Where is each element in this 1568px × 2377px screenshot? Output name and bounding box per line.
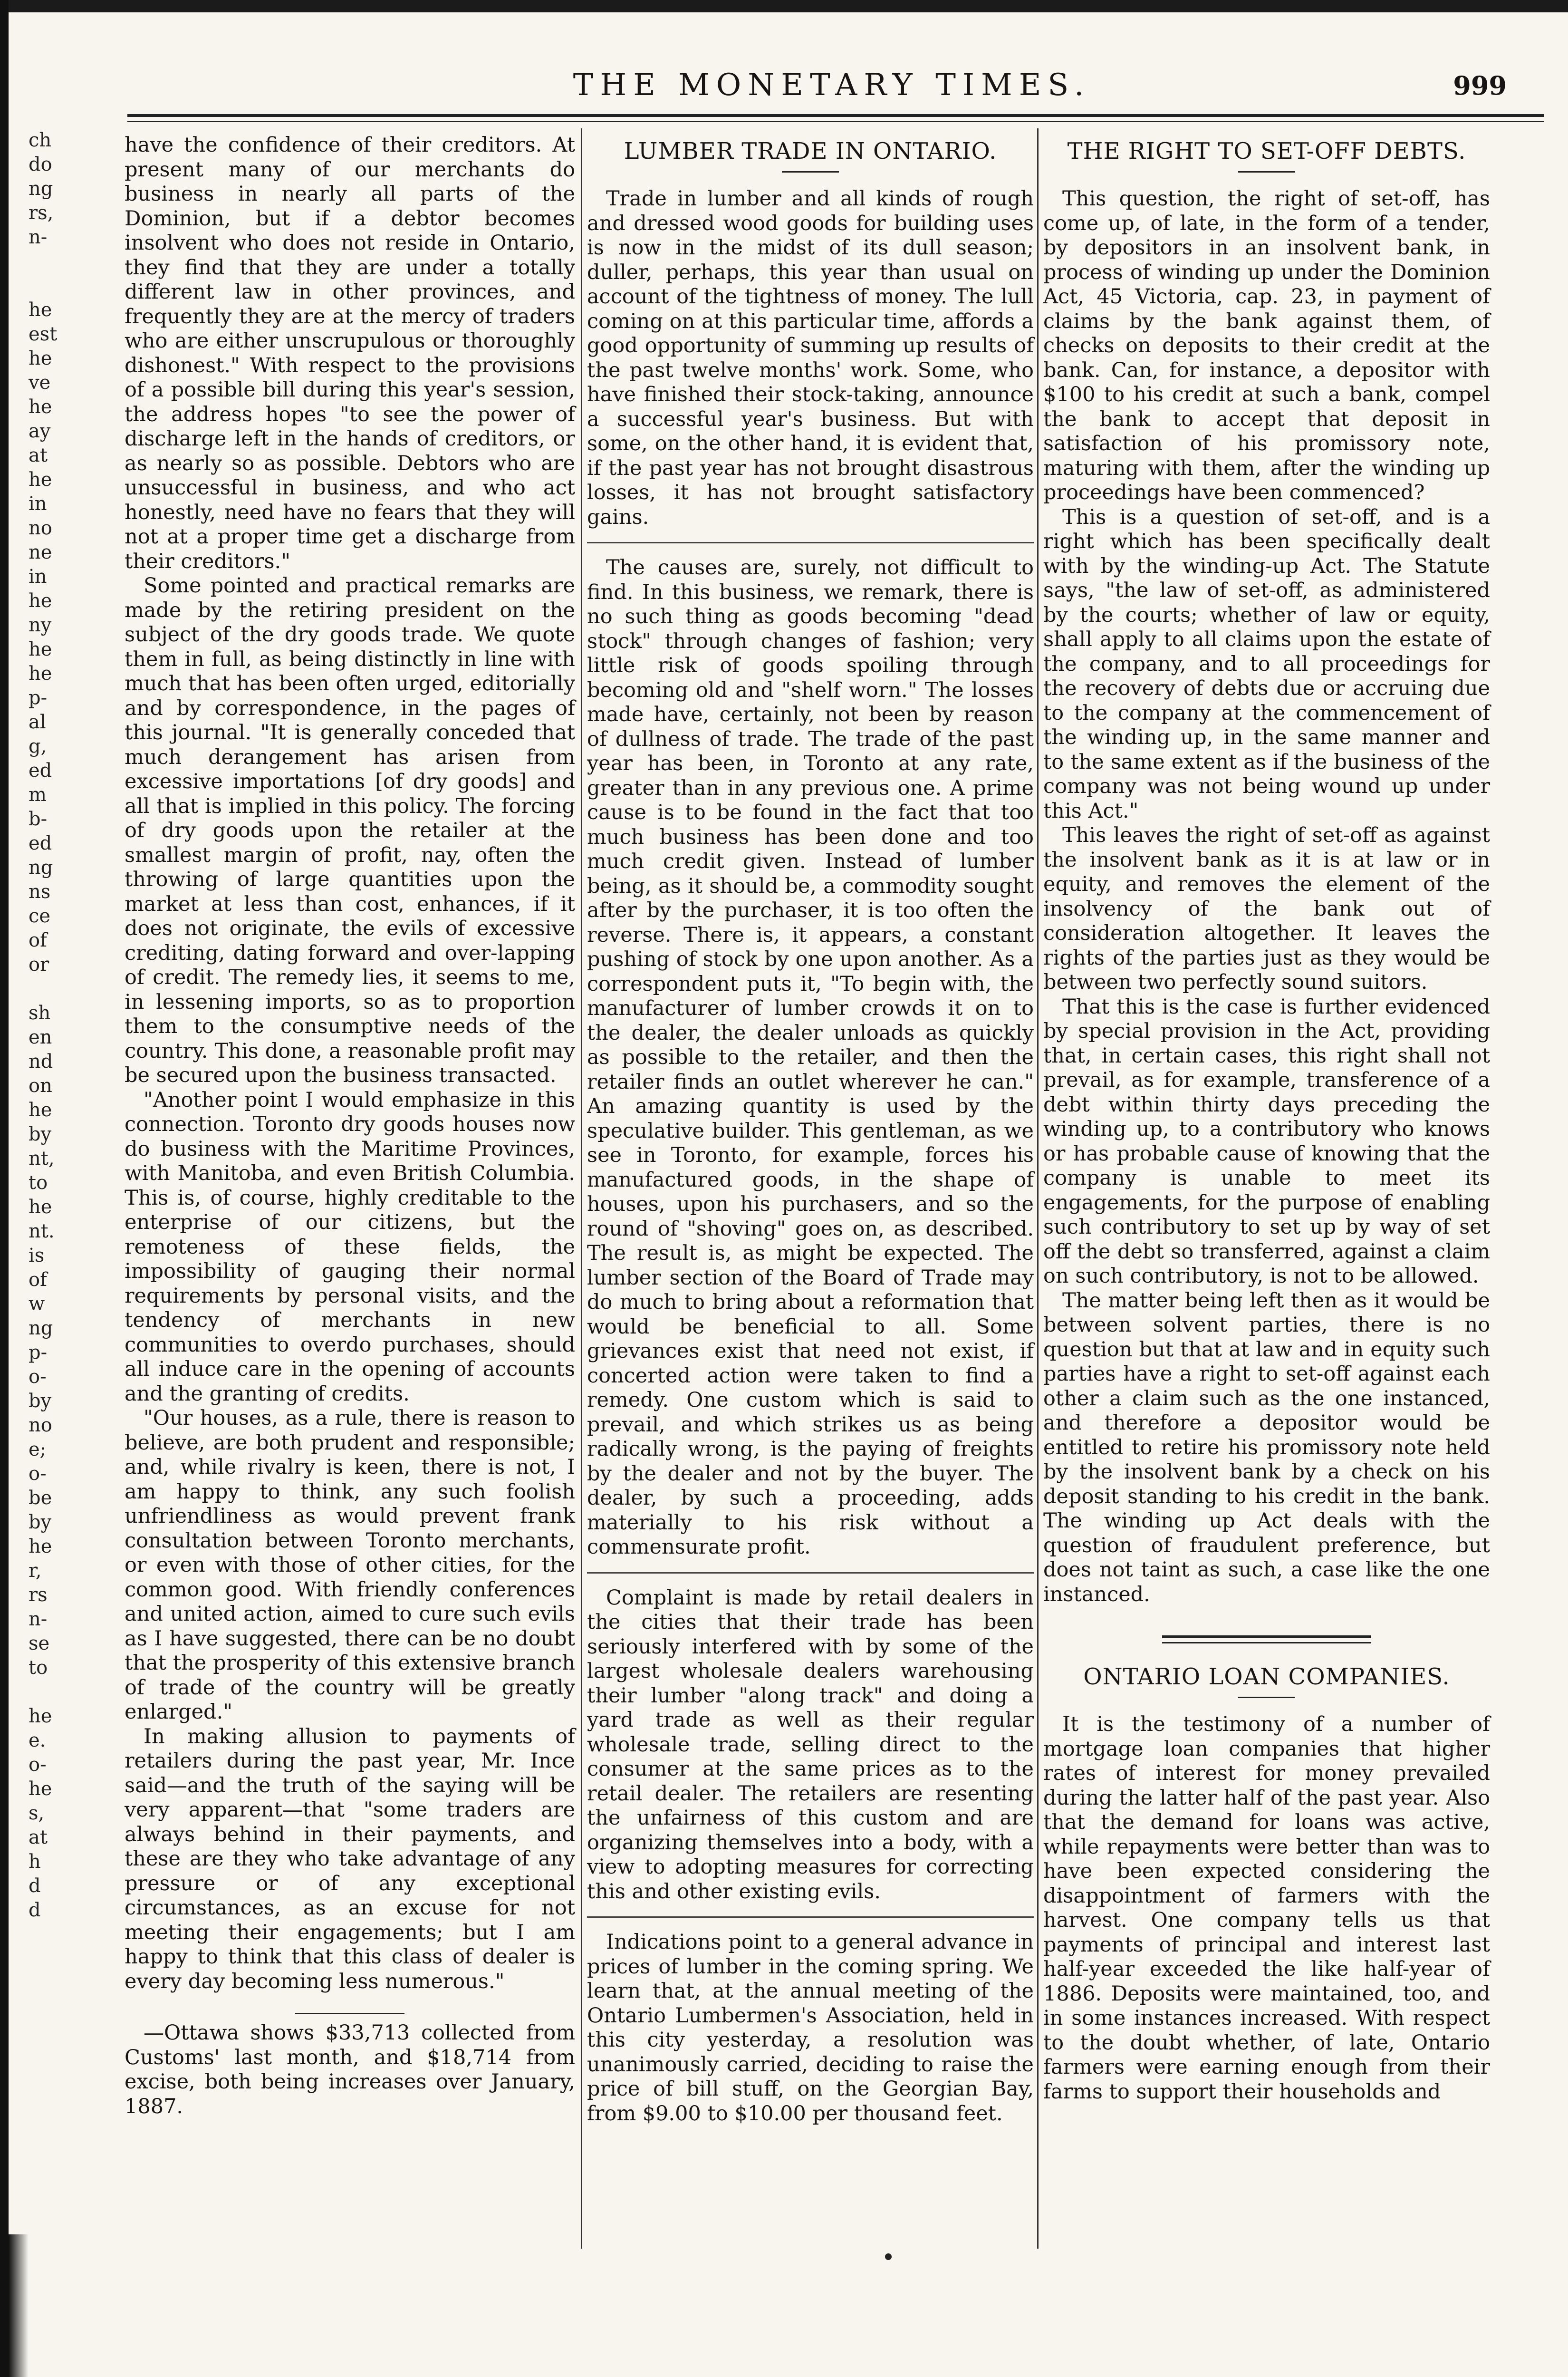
paragraph: This question, the right of set-off, has come up, of late, in the form of a tender, by depositors in an insolvent bank, in process of winding up under the Dominion Act, 45 Victoria, cap. 23, in payment of claims by the bank against them, of checks on deposits to their credit at the bank. Can, for instance, a depositor with $100 to his credit at such a bank, compel the bank to accept that deposit in satisfaction of his promissory note, maturing with them, after the winding up proceedings have been commenced? xyxy=(1043,187,1490,504)
gutter-fragment xyxy=(29,274,86,298)
column-rule-2 xyxy=(1037,128,1039,2249)
gutter-fragment: ne xyxy=(29,541,52,563)
headline-rule xyxy=(1238,1697,1295,1698)
gutter-fragment: is xyxy=(29,1245,45,1266)
scan-left-edge xyxy=(0,0,9,2377)
gutter-fragment: ng xyxy=(29,178,53,200)
gutter-fragment: he xyxy=(29,590,52,612)
gutter-fragment: w xyxy=(29,1293,45,1315)
gutter-fragment xyxy=(29,1680,86,1704)
gutter-fragment: ng xyxy=(29,857,53,879)
gutter-fragment: at xyxy=(29,444,48,466)
divider-thick xyxy=(1162,1635,1371,1638)
gutter-fragment: en xyxy=(29,1026,52,1048)
divider-thin xyxy=(1162,1642,1371,1643)
headline-rule xyxy=(1238,171,1295,173)
gutter-fragment: b- xyxy=(29,808,48,830)
gutter-fragment: in xyxy=(29,493,47,515)
gutter-fragment: ve xyxy=(29,372,51,394)
section-rule xyxy=(587,1916,1034,1918)
gutter-fragment: sh xyxy=(29,1002,51,1024)
gutter-fragment: d xyxy=(29,1875,41,1897)
gutter-fragment: ch xyxy=(29,129,52,151)
note-rule xyxy=(295,2013,404,2014)
running-title: THE MONETARY TIMES. xyxy=(573,68,1091,103)
gutter-fragment: al xyxy=(29,711,46,733)
gutter-fragment: o- xyxy=(29,1366,47,1388)
gutter-fragment: of xyxy=(29,929,47,951)
gutter-fragment xyxy=(29,977,86,1001)
paragraph: The causes are, surely, not difficult to find. In this business, we remark, there is no such thing as goods becoming "dead stock" through changes of fashion; very little risk of goods spoiling through becoming old and "shelf worn." The losses made have, certainly, not been by reason of dullness of trade. The trade of the past year has been, in Toronto at any rate, greater than in any previous one. A prime cause is to be found in the fact that too much business has been done and too much credit given. Instead of lumber being, as it should be, a commodity sought after by the purchaser, it is too often the reverse. There is, it appears, a constant pushing of stock by one upon another. As a correspondent puts it, "To begin with, the manufacturer of lumber crowds it on to the dealer, the dealer unloads as quickly as possible to the retailer, and then the retailer finds an outlet wherever he can." An amazing quantity is used by the speculative builder. This gentleman, as we see in Toronto, for example, forces his manufactured goods, in the shape of houses, upon his purchasers, and so the round of "shoving" goes on, as described. The result is, as might be expected. The lumber section of the Board of Trade may do much to bring about a reformation that would be beneficial to all. Some grievances exist that need not exist, if concerted action were taken to find a remedy. One custom which is said to prevail, and which strikes us as being radically wrong, is the paying of freights by the dealer and not by the buyer. The dealer, by such a proceeding, adds materially to his risk without a commensurate profit. xyxy=(587,556,1034,1559)
gutter-fragment: to xyxy=(29,1657,48,1679)
gutter-fragment: on xyxy=(29,1075,52,1097)
gutter-fragment: in xyxy=(29,566,47,588)
gutter-fragment: by xyxy=(29,1390,52,1412)
paragraph: "Our houses, as a rule, there is reason to believe, are both prudent and responsible; and, while rivalry is keen, there is not, I am happy to think, any such foolish unfriendliness as would prevent frank consultation between Toronto merchants, or even with those of other cities, for the common good. With friendly conferences and united action, aimed to cure such evils as I have suggested, there can be no doubt that the prosperity of this extensive branch of trade of the country will be greatly enlarged." xyxy=(125,1406,575,1724)
gutter-fragment: he xyxy=(29,1099,52,1121)
article-divider xyxy=(1162,1635,1371,1643)
gutter-fragment: e. xyxy=(29,1730,46,1751)
gutter-fragment: n- xyxy=(29,1608,48,1630)
gutter-fragment: d xyxy=(29,1899,41,1921)
gutter-fragment: ng xyxy=(29,1317,53,1339)
gutter-fragment: e; xyxy=(29,1439,47,1460)
gutter-fragment: ay xyxy=(29,420,51,442)
gutter-fragment: ce xyxy=(29,905,51,927)
gutter-fragment: nt, xyxy=(29,1148,55,1169)
paragraph: Some pointed and practical remarks are made by the retiring president on the subject of the dry goods trade. We quote them in full, as being distinctly in line with much that has been often urged, editorially and by correspondence, in the pages of this journal. "It is generally conceded that much derangement has arisen from excessive importations [of dry goods] and all that is implied in this policy. The forcing of dry goods upon the retailer at the smallest margin of profit, nay, often the throwing of large quantities upon the market at less than cost, enhances, if it does not originate, the evils of excessive crediting, dating forward and over-lapping of credit. The remedy lies, it seems to me, in lessening imports, so as to proportion them to the consumptive needs of the country. This done, a reasonable profit may be secured upon the business transacted. xyxy=(125,574,575,1087)
paragraph: In making allusion to payments of retailers during the past year, Mr. Ince said—and the truth of the saying will be very apparent—that "some traders are always behind in their payments, and these are they who take advantage of any pressure or of any exceptional circumstances, as an excuse for not meeting their engagements; but I am happy to think that this class of dealer is every day becoming less numerous." xyxy=(125,1724,575,1993)
paragraph: It is the testimony of a number of mortgage loan companies that higher rates of interest for money prevailed during the latter half of the past year. Also that the demand for loans was active, while repayments were better than was to have been expected considering the disappointment of farmers with the harvest. One company tells us that payments of principal and interest last half-year exceeded the like half-year of 1886. Deposits were maintained, too, and in some instances increased. With respect to the doubt whether, of late, Ontario farmers were earning enough from their farms to support their households and xyxy=(1043,1712,1490,2104)
note-text: —Ottawa shows $33,713 collected from Customs' last month, and $18,714 from excise, both being increases over January, 1887. xyxy=(125,2021,575,2118)
gutter-fragment: est xyxy=(29,323,58,345)
gutter-fragment: p- xyxy=(29,687,48,709)
gutter-fragment: o- xyxy=(29,1754,47,1776)
gutter-fragment: he xyxy=(29,663,52,685)
scan-top-edge xyxy=(0,0,1568,12)
article-headline-lumber: LUMBER TRADE IN ONTARIO. xyxy=(624,138,997,164)
gutter-fragment: to xyxy=(29,1172,48,1194)
gutter-fragment: he xyxy=(29,299,52,321)
gutter-fragment: he xyxy=(29,1196,52,1218)
gutter-fragment: be xyxy=(29,1487,52,1509)
paragraph: Indications point to a general advance in prices of lumber in the coming spring. We learn that, at the annual meeting of the Ontario Lumbermen's Association, held in this city yesterday, a resolution was unanimously carried, deciding to raise the price of bill stuff, on the Georgian Bay, from $9.00 to $10.00 per thousand feet. xyxy=(587,1930,1034,2126)
page-number: 999 xyxy=(1453,70,1507,101)
headline-rule xyxy=(782,171,839,173)
gutter-fragment: ny xyxy=(29,614,52,636)
gutter-fragment: no xyxy=(29,1414,52,1436)
gutter-fragment xyxy=(29,250,86,274)
gutter-fragment: se xyxy=(29,1633,50,1654)
gutter-fragment: he xyxy=(29,396,52,418)
gutter-fragment: g, xyxy=(29,735,47,757)
paragraph: "Another point I would emphasize in this connection. Toronto dry goods houses now do business with the Maritime Provinces, with Manitoba, and even British Columbia. This is, of course, highly creditable to the enterprise of our citizens, but the remoteness of these fields, the impossibility of gauging their normal requirements by personal visits, and the tendency of merchants in new communities to overdo purchases, should all induce care in the opening of accounts and the granting of credits. xyxy=(125,1088,575,1406)
gutter-fragment: p- xyxy=(29,1342,48,1363)
section-rule xyxy=(587,542,1034,543)
gutter-fragment: by xyxy=(29,1511,52,1533)
gutter-fragment: he xyxy=(29,638,52,660)
article-headline-set-off: THE RIGHT TO SET-OFF DEBTS. xyxy=(1067,138,1466,164)
gutter-fragment: at xyxy=(29,1826,48,1848)
page-header xyxy=(119,56,1554,113)
paragraph: The matter being left then as it would be between solvent parties, there is no question but that at law and in equity such parties have a right to set-off against each other a claim such as the one instanced, and therefore a depositor would be entitled to retire his promissory note held by the insolvent bank by a check on his deposit standing to his credit in the bank. The winding up Act deals with the question of fraudulent preference, but does not taint as such, a case like the one instanced. xyxy=(1043,1288,1490,1606)
gutter-fragment: ed xyxy=(29,760,52,782)
gutter-fragment: he xyxy=(29,1705,52,1727)
paragraph: Complaint is made by retail dealers in the cities that their trade has been seriously interfered with by some of the largest wholesale dealers warehousing their lumber "along track" and doing a yard trade as well as their regular wholesale trade, selling direct to the consumer at the same prices as to the retail dealer. The retailers are resenting the unfairness of this custom and are organizing themselves into a body, with a view to adopting measures for correcting this and other existing evils. xyxy=(587,1585,1034,1904)
gutter-fragment: he xyxy=(29,1536,52,1557)
gutter-fragment: he xyxy=(29,1778,52,1800)
column-middle xyxy=(587,133,1034,2126)
column-right xyxy=(1043,133,1490,2104)
section-rule xyxy=(587,1572,1034,1574)
news-note xyxy=(125,2013,575,2119)
gutter-fragment: no xyxy=(29,517,52,539)
gutter-fragment: r, xyxy=(29,1560,42,1582)
gutter-fragment: ed xyxy=(29,832,52,854)
gutter-fragment: h xyxy=(29,1851,41,1873)
header-rule-thin xyxy=(127,121,1544,122)
paragraph: Trade in lumber and all kinds of rough and dressed wood goods for building uses is now in the midst of its dull season; duller, perhaps, this year than usual on account of the tightness of money. The lull coming on at this particular time, affords a good opportunity of summing up results of the past twelve months' work. Some, who have finished their stock-taking, announce a successful year's business. But with some, on the other hand, it is evident that, if the past year has not brought disastrous losses, it has not brought satisfactory gains. xyxy=(587,187,1034,529)
gutter-fragment: n- xyxy=(29,226,48,248)
gutter-fragment: he xyxy=(29,469,52,491)
gutter-fragment: s, xyxy=(29,1802,45,1824)
column-left xyxy=(125,133,575,2119)
paragraph: This is a question of set-off, and is a right which has been specifically dealt with by the winding-up Act. The Statute says, "the law of set-off, as administered by the courts; whether of law or equity, shall apply to all claims upon the estate of the company, and to all proceedings for the recovery of debts due or accruing due to the company at the commencement of the winding up, in the same manner and to the same extent as if the business of the company was not being wound up under this Act." xyxy=(1043,505,1490,823)
gutter-fragment: ns xyxy=(29,881,51,903)
gutter-fragment: o- xyxy=(29,1463,47,1485)
gutter-fragment: or xyxy=(29,954,49,976)
gutter-fragment: nd xyxy=(29,1051,53,1073)
gutter-fragment: he xyxy=(29,348,52,369)
gutter-fragment: of xyxy=(29,1269,47,1291)
gutter-fragment: nt. xyxy=(29,1220,55,1242)
paragraph: have the confidence of their creditors. At present many of our merchants do business in nearly all parts of the Dominion, but if a debtor becomes insolvent who does not reside in Ontario, they find that they are under a totally different law in other provinces, and frequently they are at the mercy of traders who are either unscrupulous or thoroughly dishonest." With respect to the provisions of a possible bill during this year's session, the address hopes "to see the power of discharge left in the hands of creditors, or as nearly so as possible. Debtors who are unsuccessful in business, and who act honestly, need have no fears that they will not at a proper time get a discharge from their creditors." xyxy=(125,133,575,573)
gutter-fragment: by xyxy=(29,1123,52,1145)
gutter-fragment: rs, xyxy=(29,202,54,224)
article-headline-loan: ONTARIO LOAN COMPANIES. xyxy=(1083,1663,1450,1690)
gutter-fragment: rs xyxy=(29,1584,48,1606)
gutter-fragment: do xyxy=(29,154,52,175)
column-rule-1 xyxy=(581,128,582,2249)
paragraph: That this is the case is further evidenced by special provision in the Act, providing that, in certain cases, this right shall not prevail, as for example, transference of a debt within thirty days preceding the winding up, to a contributory who knows or has probable cause of knowing that the company is unable to meet its engagements, for the purpose of enabling such contributory to set up by way of set off the debt so transferred, against a claim on such contributory, is not to be allowed. xyxy=(1043,995,1490,1288)
ink-dot xyxy=(885,2253,892,2260)
header-rule-thick xyxy=(127,114,1544,117)
paragraph: This leaves the right of set-off as against the insolvent bank as it is at law or in equity, and removes the element of the insolvency of the bank out of consideration altogether. It leaves the rights of the parties just as they would be between two perfectly sound suitors. xyxy=(1043,823,1490,994)
scan-bottom-smudge xyxy=(0,2234,67,2377)
gutter-fragment: m xyxy=(29,784,47,806)
previous-page-fragments xyxy=(29,128,86,1923)
